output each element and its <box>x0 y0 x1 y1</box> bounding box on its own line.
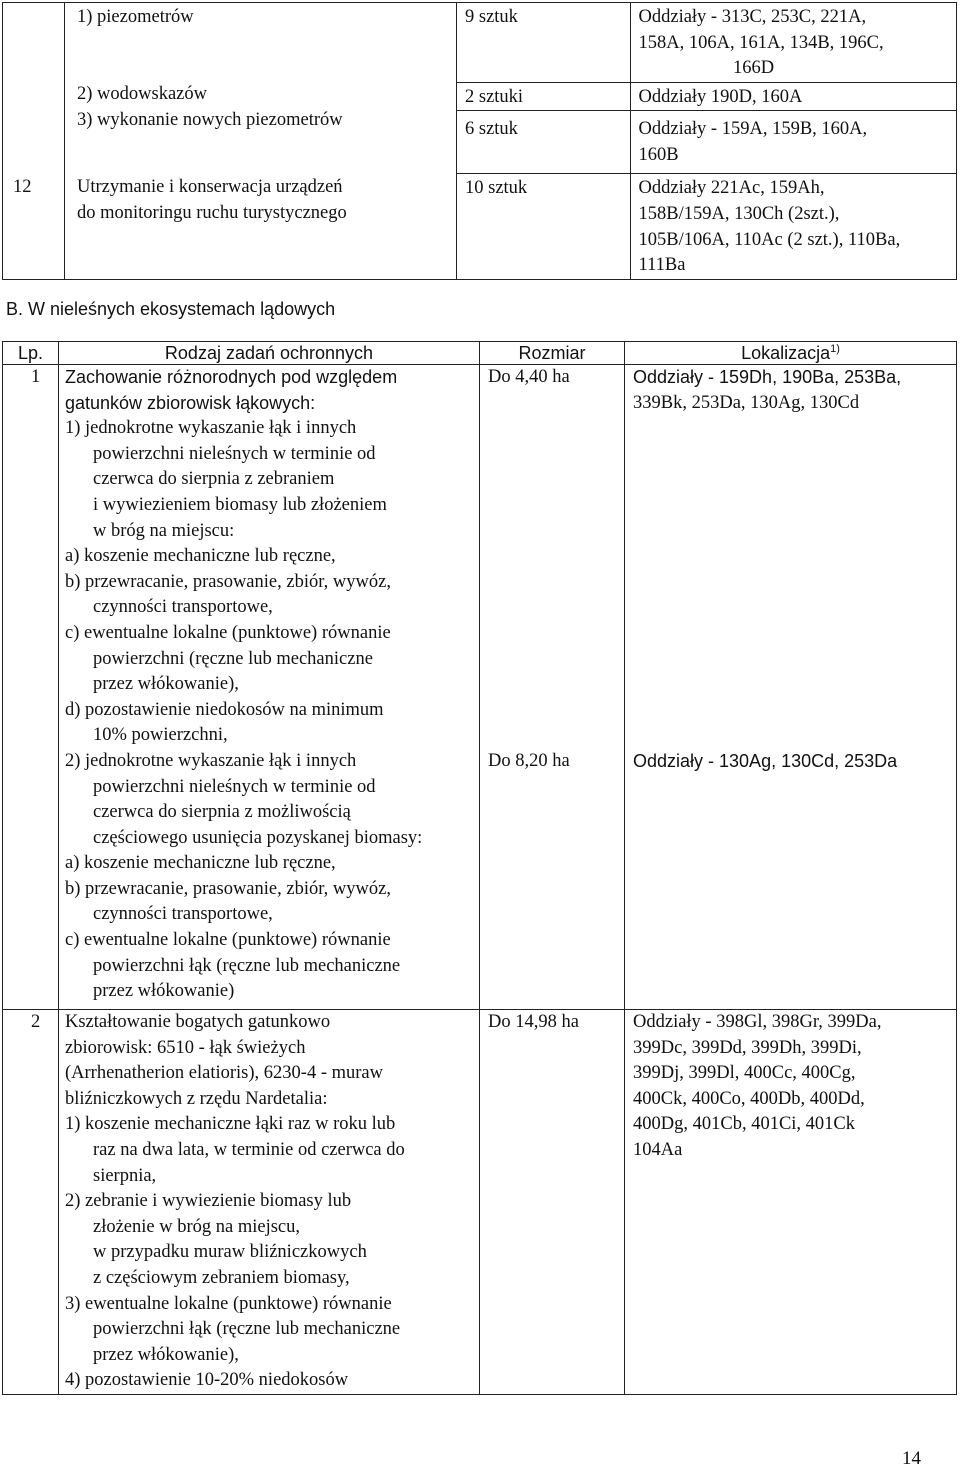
task-line: c) ewentualne lokalne (punktowe) równanie <box>65 622 391 643</box>
location-cell <box>630 3 957 82</box>
task-line: powierzchni nieleśnych w terminie od <box>93 443 376 464</box>
location-line: 400Ck, 400Co, 400Db, 400Dd, <box>633 1088 865 1109</box>
location-line: Oddziały - 130Ag, 130Cd, 253Da <box>633 751 898 771</box>
protection-tasks-table <box>2 341 957 1395</box>
task-line: przez włókowanie), <box>93 1344 239 1365</box>
task-line: w przypadku muraw bliźniczkowych <box>93 1242 367 1263</box>
task-line: 3) wykonanie nowych piezometrów <box>77 110 343 130</box>
size-value: 2 sztuki <box>465 86 524 107</box>
task-line: powierzchni łąk (ręczne lub mechaniczne <box>93 1319 401 1340</box>
task-line: Zachowanie różnorodnych pod względem <box>65 367 398 387</box>
location-cell <box>630 82 957 111</box>
lp-cell <box>3 3 65 280</box>
location-line: 104Aa <box>633 1139 683 1160</box>
task-line: b) przewracanie, prasowanie, zbiór, wywóz, <box>65 571 391 592</box>
size-value: Do 14,98 ha <box>488 1012 579 1032</box>
task-line: czerwca do sierpnia z możliwością <box>93 802 351 823</box>
header-lp: Lp. <box>3 342 59 365</box>
table-row <box>3 1010 957 1395</box>
task-line: 1) koszenie mechaniczne łąki raz w roku lub <box>65 1114 396 1135</box>
task-line: Kształtowanie bogatych gatunkowo <box>65 1012 331 1032</box>
header-location-label: Lokalizacja <box>741 343 831 363</box>
location-cell <box>630 111 957 174</box>
task-line: 1) piezometrów <box>77 7 194 27</box>
size-cell <box>480 1010 625 1395</box>
header-size: Rozmiar <box>480 342 625 365</box>
location-line: 399Dc, 399Dd, 399Dh, 399Di, <box>633 1037 862 1058</box>
task-line: (Arrhenatherion elatioris), 6230-4 - muraw <box>65 1063 383 1084</box>
location-line: 111Ba <box>638 255 686 276</box>
size-cell <box>457 174 630 279</box>
task-line: z częściowym zebraniem biomasy, <box>93 1267 350 1288</box>
lp-cell <box>3 365 59 1010</box>
location-line: 400Dg, 401Cb, 401Ci, 401Ck <box>633 1114 856 1135</box>
task-line: c) ewentualne lokalne (punktowe) równanie <box>65 930 391 951</box>
footnote-marker: 1) <box>830 343 840 355</box>
task-cell <box>59 365 480 1010</box>
location-line: 339Bk, 253Da, 130Ag, 130Cd <box>633 393 860 413</box>
task-line: bliźniczkowych z rzędu Nardetalia: <box>65 1088 328 1109</box>
location-line: 160B <box>638 144 679 165</box>
task-line: a) koszenie mechaniczne lub ręczne, <box>65 546 336 567</box>
task-cell <box>65 3 457 280</box>
task-line: czynności transportowe, <box>93 597 273 618</box>
task-line: 4) pozostawienie 10-20% niedokosów <box>65 1370 349 1391</box>
task-line: 2) jednokrotne wykaszanie łąk i innych <box>65 750 357 771</box>
task-line: sierpnia, <box>93 1165 157 1186</box>
task-line: 10% powierzchni, <box>93 725 228 746</box>
task-line: czynności transportowe, <box>93 904 273 925</box>
lp-value: 2 <box>31 1012 41 1032</box>
location-line: Oddziały 190D, 160A <box>638 86 803 107</box>
size-value: 10 sztuk <box>465 178 528 199</box>
task-line: a) koszenie mechaniczne lub ręczne, <box>65 853 336 874</box>
size-value: 9 sztuk <box>465 7 518 27</box>
lp-cell <box>3 1010 59 1395</box>
task-line: czerwca do sierpnia z zebraniem <box>93 469 335 490</box>
size-value: 6 sztuk <box>465 119 518 140</box>
task-line: powierzchni nieleśnych w terminie od <box>93 776 376 797</box>
table-header-row <box>3 342 957 365</box>
task-line: powierzchni łąk (ręczne lub mechaniczne <box>93 955 401 976</box>
location-line: Oddziały - 313C, 253C, 221A, <box>638 7 867 27</box>
task-line: w bróg na miejscu: <box>93 520 235 541</box>
task-line: częściowego usunięcia pozyskanej biomasy: <box>93 827 423 848</box>
task-line: 1) jednokrotne wykaszanie łąk i innych <box>65 418 357 439</box>
location-line: 166D <box>732 58 775 79</box>
location-cell <box>630 174 957 279</box>
table-row <box>3 365 957 1010</box>
task-line: powierzchni (ręczne lub mechaniczne <box>93 648 373 669</box>
task-line: zbiorowisk: 6510 - łąk świeżych <box>65 1037 306 1058</box>
location-line: 158B/159A, 130Ch (2szt.), <box>638 203 840 224</box>
lp-value: 12 <box>13 177 32 197</box>
task-line: przez włókowanie), <box>93 674 239 695</box>
location-line: Oddziały - 398Gl, 398Gr, 399Da, <box>633 1012 882 1032</box>
task-line: i wywiezieniem biomasy lub złożeniem <box>93 494 387 515</box>
task-line: złożenie w bróg na miejscu, <box>93 1216 301 1237</box>
header-task: Rodzaj zadań ochronnych <box>59 342 480 365</box>
location-line: Oddziały 221Ac, 159Ah, <box>638 178 825 199</box>
size-location-cell <box>457 3 957 280</box>
monitoring-devices-table <box>2 2 957 280</box>
size-value: Do 4,40 ha <box>488 367 570 387</box>
task-line: gatunków zbiorowisk łąkowych: <box>65 392 316 413</box>
location-cell <box>625 1010 957 1395</box>
task-line: 3) ewentualne lokalne (punktowe) równanie <box>65 1293 392 1314</box>
size-cell <box>457 111 630 174</box>
size-cell <box>480 365 625 1010</box>
location-line: Oddziały - 159A, 159B, 160A, <box>638 119 868 140</box>
location-line: 105B/106A, 110Ac (2 szt.), 110Ba, <box>638 229 901 250</box>
location-line: 158A, 106A, 161A, 134B, 196C, <box>638 32 884 53</box>
size-value: Do 8,20 ha <box>488 751 570 771</box>
location-line: 399Dj, 399Dl, 400Cc, 400Cg, <box>633 1063 856 1084</box>
header-location <box>625 342 957 365</box>
location-line: Oddziały - 159Dh, 190Ba, 253Ba, <box>633 367 902 387</box>
page-number: 14 <box>902 1448 921 1469</box>
task-line: Utrzymanie i konserwacja urządzeń <box>77 177 343 197</box>
size-cell <box>457 3 630 82</box>
task-line: 2) zebranie i wywiezienie biomasy lub <box>65 1191 352 1212</box>
task-line: 2) wodowskazów <box>77 84 207 104</box>
size-cell <box>457 82 630 111</box>
task-line: b) przewracanie, prasowanie, zbiór, wywóz, <box>65 878 391 899</box>
task-line: do monitoringu ruchu turystycznego <box>77 203 347 223</box>
task-line: raz na dwa lata, w terminie od czerwca do <box>93 1139 405 1160</box>
section-heading: B. W nieleśnych ekosystemach lądowych <box>6 299 336 319</box>
location-cell <box>625 365 957 1010</box>
task-cell <box>59 1010 480 1395</box>
task-line: przez włókowanie) <box>93 981 235 1002</box>
lp-value: 1 <box>31 367 41 387</box>
task-line: d) pozostawienie niedokosów na minimum <box>65 699 384 720</box>
